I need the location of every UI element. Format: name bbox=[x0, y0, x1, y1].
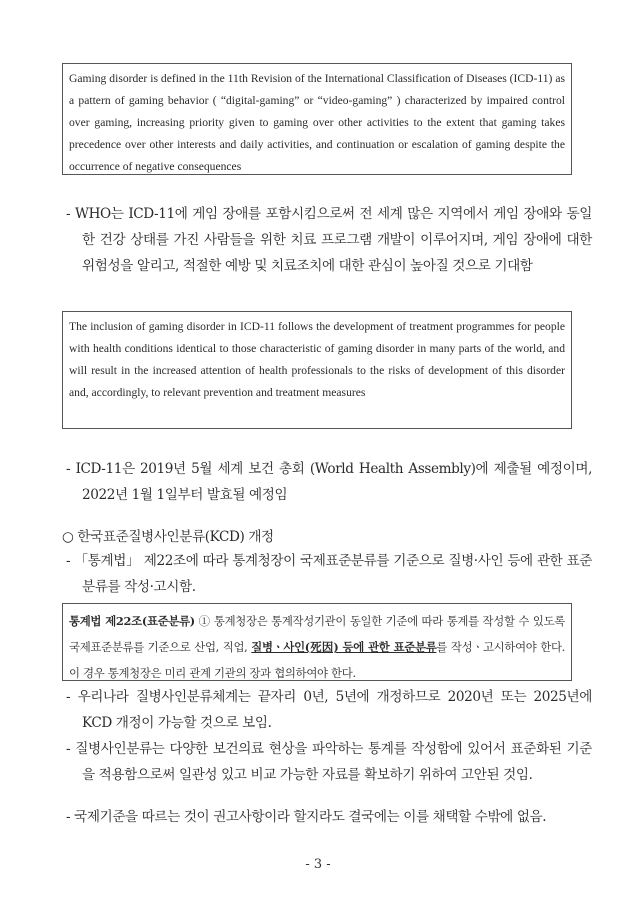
bullet-marker: - bbox=[66, 689, 71, 705]
page-number: - 3 - bbox=[305, 857, 331, 872]
bullet-revision-cycle bbox=[66, 684, 592, 736]
bullet-marker: - bbox=[66, 809, 71, 825]
bullet-marker: - bbox=[66, 741, 71, 757]
section-heading-kcd bbox=[62, 524, 274, 550]
law-text-part1: ① 통계청장은 통계작성기관이 동일한 기준에 따라 통계를 작성할 수 있도록 국제표준분류를 기준으로 산업, 직업, bbox=[69, 614, 565, 654]
bullet-marker: - bbox=[66, 461, 71, 477]
bullet-statistics-act bbox=[66, 548, 592, 600]
quote-text: Gaming disorder is defined in the 11th Revision of the International Classification of Diseases (ICD-11) as a pattern of gaming behavior ( “digital-gaming” or “video-gaming” ) characterized by impaired control over gaming, increasing priority given to gaming over other activities to the extent that gaming takes precedence over other interests and daily activities, and continuation or escalation of gaming despite the occurrence of negative consequences bbox=[69, 72, 565, 173]
bullet-icd11-schedule bbox=[66, 456, 592, 508]
law-excerpt-box bbox=[62, 603, 572, 681]
law-article-title: 통계법 제22조(표준분류) bbox=[69, 614, 195, 628]
section-title: 한국표준질병사인분류(KCD) 개정 bbox=[77, 529, 274, 545]
bullet-text: WHO는 ICD-11에 게임 장애를 포함시킴으로써 전 세계 많은 지역에서 게임 장애와 동일한 건강 상태를 가진 사람들을 위한 치료 프로그램 개발이 이루어지며, 게임 장애에 대한 위험성을 알리고, 적절한 예방 및 치료조치에 대한 관심이 높아질 것으로 기대함 bbox=[75, 206, 593, 274]
bullet-classification-purpose bbox=[66, 736, 592, 788]
quote-text: The inclusion of gaming disorder in ICD-11 follows the development of treatment programmes for people with health conditions identical to those characteristic of gaming disorder in many parts of the world, and will result in the increased attention of health professionals to the risks of development of this disorder and, accordingly, to relevant prevention and treatment measures bbox=[69, 320, 565, 399]
bullet-who-expectation bbox=[66, 201, 592, 279]
law-text-emphasis: 질병ㆍ사인(死因) 등에 관한 표준분류 bbox=[251, 640, 437, 654]
bullet-marker: - bbox=[66, 206, 71, 222]
law-text-part2: 를 작성ㆍ고시하여야 한다. 이 경우 통계청장은 미리 관계 기관의 장과 협의하여야 한다. bbox=[69, 640, 565, 680]
bullet-text: 우리나라 질병사인분류체계는 끝자리 0년, 5년에 개정하므로 2020년 또는 2025년에 KCD 개정이 가능할 것으로 보임. bbox=[77, 689, 592, 731]
bullet-text: 질병사인분류는 다양한 보건의료 현상을 파악하는 통계를 작성함에 있어서 표준화된 기준을 적용함으로써 일관성 있고 비교 가능한 자료를 확보하기 위하여 고안된 것임. bbox=[75, 741, 593, 783]
bullet-text: 「통계법」 제22조에 따라 통계청장이 국제표준분류를 기준으로 질병·사인 등에 관한 표준분류를 작성·고시함. bbox=[74, 553, 593, 595]
quote-box-gaming-disorder-definition bbox=[62, 63, 572, 175]
circle-marker: ○ bbox=[62, 529, 74, 545]
quote-box-inclusion-rationale bbox=[62, 311, 572, 429]
bullet-text: 국제기준을 따르는 것이 권고사항이라 할지라도 결국에는 이를 채택할 수밖에 없음. bbox=[74, 809, 547, 825]
bullet-international-standard bbox=[66, 804, 592, 830]
bullet-text: ICD-11은 2019년 5월 세계 보건 총회 (World Health Assembly)에 제출될 예정이며, 2022년 1월 1일부터 발효될 예정임 bbox=[75, 461, 593, 503]
bullet-marker: - bbox=[66, 553, 71, 569]
